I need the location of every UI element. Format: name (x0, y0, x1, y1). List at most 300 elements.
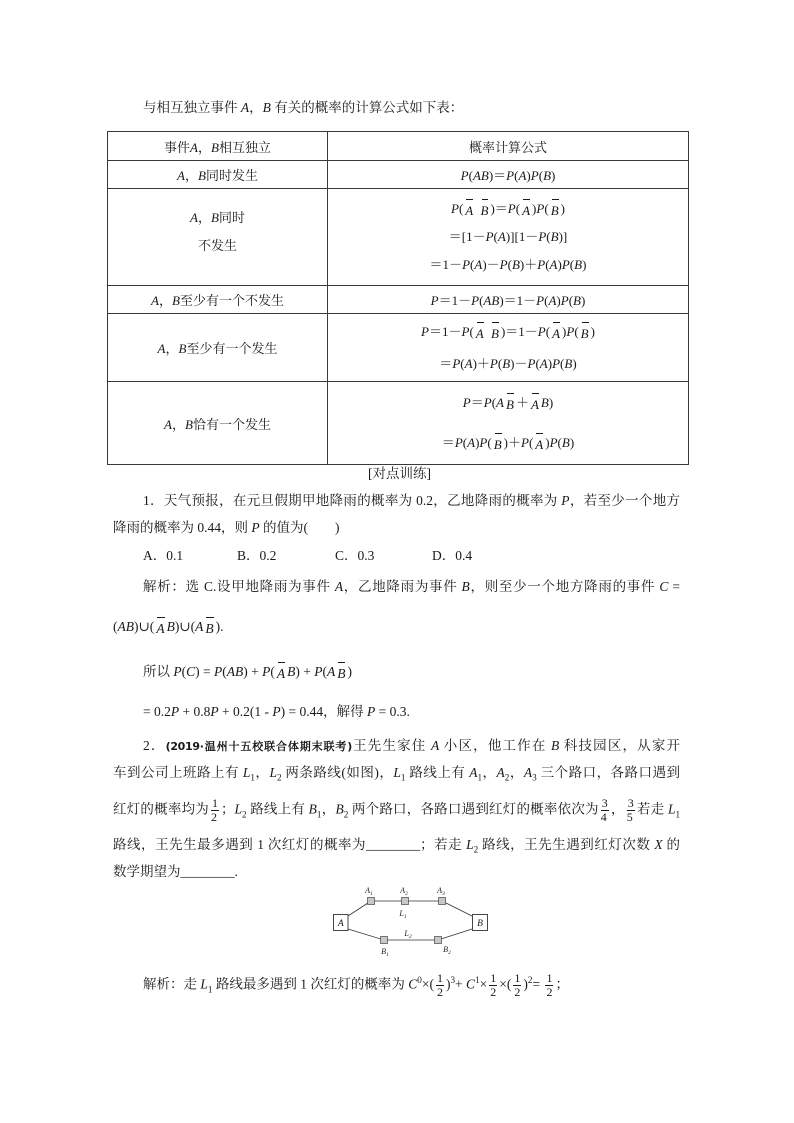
overlined-variable: A (530, 397, 539, 412)
fraction (513, 972, 521, 999)
route2-start-segment (348, 929, 384, 940)
event-text (108, 338, 327, 357)
math-variable: B (502, 355, 511, 371)
math-variable: P (537, 257, 546, 272)
math-variable: P (262, 664, 271, 679)
label-b1 (381, 947, 389, 958)
math-variable: P (462, 395, 471, 410)
math-variable: B (262, 100, 271, 115)
column-header-formula (328, 132, 689, 161)
overlined-variable: A (535, 437, 544, 452)
math-variable: P (566, 323, 575, 339)
text-run: ，A (482, 765, 505, 780)
text-run: 三个路口，各路口遇到 (536, 765, 681, 780)
math-variable: A (157, 341, 166, 356)
text-run: ，A (509, 765, 533, 780)
subscript: 2 (276, 772, 282, 783)
math-variable: A (474, 257, 483, 272)
math-variable: B (574, 257, 583, 272)
math-variable: A (496, 395, 504, 410)
fraction-denominator: 2 (436, 985, 443, 999)
formula-line (328, 165, 688, 184)
math-variable: P (483, 395, 492, 410)
fraction (601, 797, 609, 824)
fraction-denominator: 2 (211, 810, 218, 824)
math-variable: A (190, 210, 198, 225)
column-header-event (108, 132, 328, 161)
text-run: ， (610, 801, 625, 817)
option-b: B．0.2 (237, 548, 277, 563)
text-run: 路线上有 A (405, 765, 478, 780)
math-variable: A (523, 765, 533, 780)
math-variable: L (393, 765, 401, 780)
text-run: ) (347, 664, 352, 679)
math-variable: A (151, 293, 159, 308)
fraction-denominator: 2 (514, 985, 521, 999)
q2-line (113, 797, 680, 824)
text-run: ) (523, 976, 528, 992)
math-variable: B (287, 664, 296, 679)
label-letter: B (381, 947, 387, 956)
subscript: 1 (675, 809, 681, 820)
text-run: 两条路线(如图)，L (281, 765, 401, 780)
math-variable: A (469, 765, 478, 780)
math-variable: AB (472, 168, 489, 183)
math-variable: A (164, 416, 172, 432)
text-run (475, 201, 478, 216)
q2-line (113, 862, 238, 882)
math-variable: L (667, 801, 676, 817)
subscript: 2 (473, 844, 479, 855)
math-variable: L (242, 765, 251, 780)
math-variable: B (561, 435, 570, 450)
text-run: 所以 P(C) = P(AB) + P( (143, 664, 275, 679)
formula-line (328, 223, 688, 251)
text-run: 路线最多遇到 1 次红灯的概率为 (212, 976, 409, 992)
math-variable: P (549, 435, 558, 450)
text-run: 2． (143, 738, 166, 753)
label-letter: B (443, 945, 449, 954)
fraction-denominator: 4 (600, 810, 607, 824)
fraction-numerator: 1 (490, 971, 497, 985)
fraction (627, 797, 635, 824)
intersection-b1 (381, 937, 388, 944)
text-run: 不发生 (197, 238, 237, 253)
math-variable: A (431, 738, 440, 753)
fraction-numerator: 1 (212, 796, 219, 810)
text-run: = (532, 976, 544, 992)
text-run: ； (555, 976, 569, 992)
overlined-variable: B (480, 203, 489, 218)
math-variable: P (461, 323, 470, 339)
math-variable: B (511, 257, 520, 272)
formula-cell (328, 286, 689, 314)
subscript: 3 (532, 772, 537, 783)
math-variable: P (452, 355, 461, 371)
text-run: P( (451, 201, 464, 216)
math-variable: C (466, 976, 476, 992)
text-run: P＝P(A (462, 395, 504, 410)
math-variable: B (211, 210, 219, 225)
event-cell (108, 382, 328, 465)
text-run: A，B至少有一个不发生 (151, 293, 284, 308)
text-run: ) (445, 976, 451, 992)
text-run: 车到公司上班路上有 L (113, 765, 251, 780)
label-a3 (436, 886, 445, 897)
math-variable: B (540, 395, 549, 410)
text-run (486, 324, 489, 339)
math-variable: B (573, 293, 581, 308)
formula-line (328, 290, 688, 309)
overlined-variable: A (552, 325, 561, 341)
text-run: ，L (254, 765, 277, 780)
math-variable: AB (226, 664, 244, 679)
fraction-numerator: 1 (546, 971, 553, 985)
math-variable: L (269, 765, 277, 780)
text-run: 若走 L (636, 801, 676, 817)
math-variable: P (462, 257, 471, 272)
start-label: A (337, 919, 344, 929)
superscript: 0 (417, 975, 422, 986)
text-run: 解析：走 L (143, 976, 208, 992)
math-variable: P (314, 664, 323, 679)
overlined-variable: B (490, 325, 499, 341)
text-run: × (479, 976, 488, 992)
math-variable: P (272, 704, 281, 719)
table-row (108, 161, 689, 189)
label-subscript: 2 (408, 934, 412, 940)
math-variable: P (561, 257, 570, 272)
event-cell (108, 286, 328, 314)
label-letter: A (437, 886, 443, 895)
q2-line (143, 736, 680, 757)
math-variable: P (479, 435, 488, 450)
formula-cell (328, 161, 689, 189)
math-variable: A (195, 619, 204, 634)
q1-solution-line (143, 662, 352, 682)
q1-solution-line (143, 702, 410, 722)
math-variable: P (451, 201, 459, 216)
math-variable: B (198, 168, 206, 183)
math-variable: AB (117, 619, 134, 634)
text-run: 路线上有 B (246, 801, 317, 817)
label-subscript: 2 (448, 950, 451, 956)
q2-line (113, 835, 680, 855)
math-variable: P (536, 293, 545, 308)
math-variable: B (211, 139, 219, 155)
math-variable: B (335, 801, 344, 817)
fraction-numerator: 1 (436, 971, 443, 985)
text-run: ＝P(A)P( (441, 435, 492, 450)
overlined-variable: B (550, 203, 559, 218)
superscript: 1 (475, 975, 480, 986)
table-row (108, 314, 689, 382)
text-run: ) (590, 323, 595, 339)
text-run: ). (215, 619, 224, 634)
subscript: 2 (504, 772, 510, 783)
math-variable: X (654, 837, 663, 852)
text-run: ) (560, 201, 565, 216)
text-run: P＝1－P(AB)＝1－P(A)P(B) (430, 293, 586, 308)
text-run: + (455, 976, 467, 992)
text-run: A，B同时发生 (177, 168, 258, 183)
math-variable: B (551, 738, 560, 753)
text-run: ；L (221, 801, 243, 817)
overlined-variable: B (337, 666, 346, 681)
table-header-row (108, 132, 689, 161)
probability-formula-table (107, 131, 689, 465)
text-run: )＝1－P( (500, 323, 551, 339)
label-letter: A (365, 886, 371, 895)
math-variable: P (471, 293, 480, 308)
overlined-variable: B (506, 397, 514, 412)
text-run: P＝1－P( (421, 323, 474, 339)
math-variable: P (527, 355, 536, 371)
q2-line (113, 763, 680, 783)
math-variable: P (530, 168, 539, 183)
text-run: 两个路口，各路口遇到红灯的概率依次为 (348, 801, 599, 817)
math-variable: P (173, 664, 182, 679)
text-run: P(AB)＝P(A)P(B) (460, 168, 556, 183)
event-text (108, 204, 327, 232)
q2-solution-line (143, 972, 569, 999)
route2-end-segment (438, 929, 472, 940)
formula-line (328, 316, 688, 348)
label-letter: L (399, 909, 404, 918)
math-variable: P (366, 704, 376, 719)
fraction-numerator: 1 (514, 971, 521, 985)
overlined-variable: A (522, 203, 531, 218)
fraction (545, 972, 553, 999)
text-run: 路线，王先生遇到红灯次数 X 的 (478, 837, 681, 852)
label-letter: A (400, 886, 406, 895)
fraction-numerator: 3 (627, 796, 634, 810)
math-variable: A (467, 435, 476, 450)
math-variable: P (170, 704, 180, 719)
label-subscript: 1 (370, 891, 373, 897)
subscript: 1 (250, 772, 255, 783)
text-run: ＝P(A)＋P(B)－P(A)P(B) (439, 355, 577, 371)
math-variable: A (240, 100, 250, 115)
math-variable: AB (483, 293, 500, 308)
text-run: 与相互独立事件 A，B 有关的概率的计算公式如下表： (143, 100, 464, 115)
math-variable: A (177, 168, 185, 183)
subscript: 1 (207, 984, 213, 995)
source-citation: (2019·温州十五校联合体期末联考) (165, 740, 352, 753)
label-b2 (443, 945, 451, 956)
table-row (108, 382, 689, 465)
math-variable: A (497, 229, 506, 244)
math-variable: C (408, 976, 418, 992)
text-run: )＋P( (503, 435, 534, 450)
overlined-variable: A (475, 325, 484, 341)
math-variable: P (536, 201, 545, 216)
text-run: A，B同时 (190, 210, 245, 225)
text-run: 解析：选 (143, 579, 204, 594)
math-variable: A (539, 355, 548, 371)
math-variable: B (543, 168, 552, 183)
math-variable: A (548, 293, 557, 308)
math-variable: B (461, 579, 470, 594)
q1-line (113, 518, 340, 538)
text-run: ＋ (515, 395, 529, 410)
text-run: 概率计算公式 (468, 139, 547, 155)
math-variable: P (485, 229, 494, 244)
option-d: D．0.4 (432, 548, 473, 563)
math-variable: B (172, 293, 180, 308)
math-variable: P (430, 293, 439, 308)
math-variable: B (308, 801, 317, 817)
math-variable: B (564, 355, 573, 371)
formula-line (328, 348, 688, 380)
formula-cell (328, 314, 689, 382)
fraction-denominator: 2 (490, 985, 497, 999)
overlined-variable: B (205, 621, 214, 636)
math-variable: B (178, 341, 187, 356)
label-subscript: 2 (405, 891, 408, 897)
text-run: B) + P(A (287, 664, 336, 679)
intersection-a3 (439, 898, 446, 905)
q1-line (143, 491, 680, 511)
overlined-variable: B (493, 437, 502, 452)
practice-heading: [对点训练] (368, 466, 431, 481)
math-variable: A (549, 257, 558, 272)
text-run: ×( (499, 976, 512, 992)
text-run: )P( (532, 201, 549, 216)
math-variable: C (659, 579, 669, 594)
overlined-variable: B (580, 325, 589, 341)
superscript: 3 (450, 975, 456, 986)
intersection-a2 (402, 898, 409, 905)
fraction (211, 797, 219, 824)
text-run: 1．天气预报，在元旦假期甲地降雨的概率为 0.2，乙地降雨的概率为 P，若至少一个地方 (143, 493, 681, 508)
subscript: 2 (242, 809, 247, 820)
math-variable: P (460, 168, 469, 183)
event-text (108, 290, 327, 309)
superscript: 2 (527, 975, 533, 986)
q1-solution-line (143, 577, 680, 597)
label-a2 (399, 886, 408, 897)
event-text (108, 414, 327, 433)
math-variable: P (489, 355, 498, 371)
fraction-denominator: 2 (546, 985, 553, 999)
math-variable: A (518, 168, 527, 183)
math-variable: A (464, 355, 473, 371)
math-variable: P (537, 323, 546, 339)
route1-end-segment (442, 901, 472, 916)
table-row (108, 189, 689, 286)
route-diagram (330, 883, 492, 963)
fraction-numerator: 3 (601, 796, 608, 810)
math-variable: P (499, 257, 508, 272)
text-run: 数学期望为________. (113, 864, 238, 879)
formula-line (328, 383, 688, 423)
option-c: C．0.3 (335, 548, 375, 563)
event-cell (108, 314, 328, 382)
label-subscript: 1 (403, 914, 407, 920)
overlined-variable: A (156, 621, 165, 636)
text-run: B)∪(A (166, 619, 204, 634)
math-variable: P (521, 435, 529, 450)
math-variable: P (538, 229, 547, 244)
text-run: 事件A，B相互独立 (164, 139, 271, 155)
text-run: )P(B) (545, 435, 575, 450)
math-variable: L (234, 801, 243, 817)
math-variable: P (210, 704, 219, 719)
intersection-b2 (435, 937, 442, 944)
text-run: ×( (421, 976, 434, 992)
label-subscript: 3 (442, 891, 445, 897)
label-l1 (398, 909, 406, 920)
fraction (436, 972, 444, 999)
text-run: C (203, 579, 213, 594)
text-run: 路线，王先生最多遇到 1 次红灯的概率为________；若走 L (113, 837, 474, 852)
intersection-a1 (368, 898, 375, 905)
event-cell (108, 189, 328, 286)
math-variable: P (561, 493, 570, 508)
math-variable: P (421, 323, 429, 339)
subscript: 1 (400, 772, 406, 783)
math-variable: P (251, 520, 260, 535)
math-variable: A (190, 139, 198, 155)
math-variable: B (185, 416, 193, 432)
math-variable: P (454, 435, 463, 450)
text-run: = 0.2P + 0.8P + 0.2(1 - P) = 0.44，解得 P = 0.3. (143, 704, 410, 719)
fraction (489, 972, 497, 999)
overlined-variable: A (276, 666, 286, 681)
text-run: 王先生家住 A 小区，他工作在 B 科技园区，从家开 (351, 738, 681, 753)
text-run: ＝1－P(A)－P(B)＋P(A)P(B) (429, 257, 587, 272)
text-run: A，B至少有一个发生 (157, 341, 278, 356)
event-cell (108, 161, 328, 189)
math-variable: P (560, 293, 569, 308)
text-run: ，B (321, 801, 344, 817)
math-variable: A (326, 664, 336, 679)
math-variable: L (466, 837, 474, 852)
math-variable: B (166, 619, 175, 634)
label-a1 (364, 886, 373, 897)
option-a: A．0.1 (143, 548, 184, 563)
text-run: .设甲地降雨为事件 A，乙地降雨为事件 B，则至少一个地方降雨的事件 C = (212, 579, 681, 594)
text-run: 红灯的概率均为 (113, 801, 210, 817)
label-l2 (403, 929, 411, 940)
math-variable: P (506, 168, 515, 183)
math-variable: A (334, 579, 344, 594)
intro-text (143, 98, 463, 118)
label-letter: L (404, 929, 409, 938)
math-variable: A (496, 765, 505, 780)
formula-line (328, 251, 688, 279)
formula-line (328, 423, 688, 463)
fraction-denominator: 5 (626, 810, 633, 824)
text-run: 降雨的概率为 0.44，则 P 的值为( ) (113, 520, 340, 535)
label-subscript: 1 (386, 952, 389, 958)
math-variable: L (200, 976, 208, 992)
math-variable: C (186, 664, 196, 679)
text-run: B) (540, 395, 554, 410)
text-run: )＝P( (490, 201, 521, 216)
subscript: 1 (316, 809, 322, 820)
text-run: )P( (562, 323, 579, 339)
text-run: ＝[1－P(A)][1－P(B)] (448, 229, 568, 244)
event-text (108, 232, 327, 260)
math-variable: B (550, 229, 559, 244)
table-row (108, 286, 689, 314)
subscript: 2 (343, 809, 349, 820)
overlined-variable: A (465, 203, 474, 218)
math-variable: P (214, 664, 223, 679)
q1-solution-line (113, 617, 224, 637)
